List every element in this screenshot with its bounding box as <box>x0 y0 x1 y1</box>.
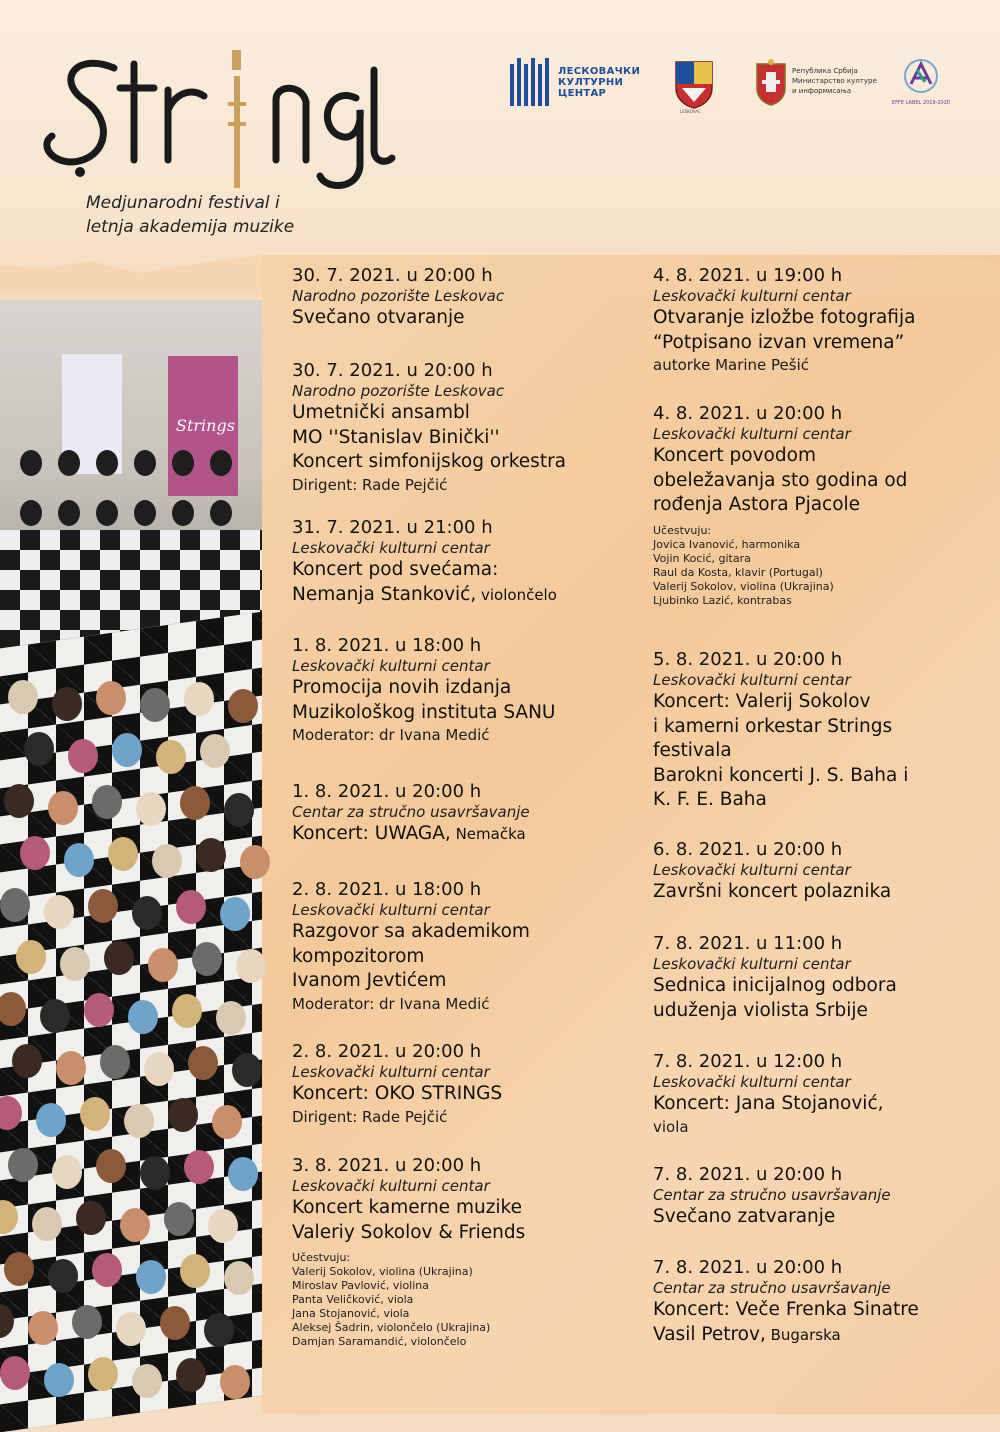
audience-member <box>48 791 78 825</box>
event-date: 2. 8. 2021. u 20:00 h <box>292 1041 482 1062</box>
participant: Panta Veličković, viola <box>292 1293 414 1306</box>
event-title-main: Nemanja Stanković, <box>292 583 477 605</box>
participant: Miroslav Pavlović, violina <box>292 1279 429 1292</box>
audience-member <box>228 1157 258 1191</box>
audience-member <box>208 1209 238 1243</box>
participant: Aleksej Šadrin, violončelo (Ukrajina) <box>292 1321 491 1334</box>
audience-member <box>224 1261 254 1295</box>
event-title-line: Koncert: Valerij Sokolov <box>653 691 871 712</box>
event-venue: Centar za stručno usavršavanje <box>292 803 530 821</box>
audience-member <box>212 1105 242 1139</box>
lkc-line-2: КУЛТУРНИ <box>558 77 624 88</box>
orchestra-member <box>210 450 232 476</box>
event-item <box>292 879 530 1014</box>
audience-member <box>176 890 206 924</box>
audience-member <box>104 941 134 975</box>
subtitle-line-2: letnja akademija muzike <box>86 217 295 237</box>
event-title-line <box>653 1323 919 1348</box>
event-title-line: Koncert pod svećama: <box>292 559 499 580</box>
event-title-line <box>292 583 557 608</box>
serbia-coat-of-arms <box>754 58 788 106</box>
festival-subtitle <box>86 191 346 239</box>
event-title-extra: Nemačka <box>450 825 526 843</box>
event-venue: Narodno pozorište Leskovac <box>292 382 505 400</box>
participant: Vojin Kocić, gitara <box>653 551 751 565</box>
event-title-line: Koncert: OKO STRINGS <box>292 1083 503 1104</box>
audience-member <box>156 740 186 774</box>
audience-member <box>36 1103 66 1137</box>
event-venue: Narodno pozorište Leskovac <box>292 287 505 305</box>
orchestra-member <box>210 500 232 526</box>
event-date: 2. 8. 2021. u 18:00 h <box>292 879 482 900</box>
event-title-line: Koncert povodom <box>653 445 816 466</box>
orchestra-member <box>96 450 118 476</box>
audience-member <box>220 1365 250 1399</box>
event-note: Dirigent: Rade Pejčić <box>292 475 448 494</box>
event-title-extra: Bugarska <box>765 1325 841 1344</box>
lkc-line-3: ЦЕНТАР <box>558 88 607 99</box>
effe-label-logo <box>891 56 951 112</box>
audience-member <box>8 1148 38 1182</box>
event-title-line: Valeriy Sokolov & Friends <box>292 1221 526 1243</box>
audience-member <box>192 942 222 976</box>
audience-member <box>132 896 162 930</box>
event-date: 1. 8. 2021. u 20:00 h <box>292 781 482 802</box>
participants-label: Učestvuju: <box>292 1251 351 1264</box>
event-date: 5. 8. 2021. u 20:00 h <box>653 649 843 670</box>
event-title-main: Vasil Petrov, <box>653 1323 766 1345</box>
event-venue: Leskovački kulturni centar <box>292 539 490 557</box>
event-venue: Leskovački kulturni centar <box>653 861 851 879</box>
event-title-line: Koncert: Veče Frenka Sinatre <box>653 1299 919 1320</box>
event-item <box>653 649 908 813</box>
ministry-text <box>792 66 892 96</box>
audience-member <box>224 793 254 827</box>
audience-member <box>136 1260 166 1294</box>
audience-member <box>172 994 202 1028</box>
audience-member <box>204 1313 234 1347</box>
concert-photo <box>0 300 262 1414</box>
event-title-line: festivala <box>653 740 732 761</box>
audience-member <box>136 792 166 826</box>
audience-member <box>8 680 38 714</box>
event-venue: Centar za stručno usavršavanje <box>653 1186 891 1204</box>
event-title-line: Umetnički ansambl <box>292 402 470 423</box>
audience-member <box>96 681 126 715</box>
audience-member <box>160 1306 190 1340</box>
audience-member <box>132 1364 162 1398</box>
audience-member <box>164 1202 194 1236</box>
event-title-line: obeležavanja sto godina od <box>653 469 908 491</box>
audience-member <box>200 734 230 768</box>
audience-member <box>84 993 114 1027</box>
audience-member <box>188 1046 218 1080</box>
event-title-line: Promocija novih izdanja <box>292 677 512 698</box>
orchestra-member <box>172 450 194 476</box>
audience-member <box>100 1045 130 1079</box>
event-date: 1. 8. 2021. u 18:00 h <box>292 635 482 656</box>
audience-member <box>220 897 250 931</box>
audience-member <box>24 732 54 766</box>
event-venue: Leskovački kulturni centar <box>653 955 851 973</box>
participant: Jovica Ivanović, harmonika <box>653 537 801 551</box>
event-title-line: K. F. E. Baha <box>653 789 767 810</box>
audience-member <box>148 948 178 982</box>
audience-member <box>124 1104 154 1138</box>
audience-member <box>228 689 258 723</box>
audience-member <box>12 1044 42 1078</box>
audience-member <box>140 688 170 722</box>
audience-member <box>216 1001 246 1035</box>
audience-member <box>88 1357 118 1391</box>
event-title-line: Svečano zatvaranje <box>653 1206 836 1227</box>
event-date: 3. 8. 2021. u 20:00 h <box>292 1155 482 1176</box>
event-item <box>653 403 907 608</box>
event-title-line: Koncert: Jana Stojanović, <box>653 1093 884 1114</box>
audience-member <box>116 1312 146 1346</box>
participant: Raul da Kosta, klavir (Portugal) <box>653 565 823 579</box>
lkc-logo-text <box>558 66 646 99</box>
audience-member <box>72 1305 102 1339</box>
event-item <box>653 933 897 1023</box>
event-title-line: Otvaranje izložbe fotografija <box>653 307 916 328</box>
audience-member <box>140 1156 170 1190</box>
event-date: 4. 8. 2021. u 19:00 h <box>653 265 843 286</box>
lkc-line-1: ЛЕСКОВАЧКИ <box>558 66 641 77</box>
orchestra-member <box>172 500 194 526</box>
event-venue: Leskovački kulturni centar <box>292 657 490 675</box>
event-title-line: Koncert simfonijskog orkestra <box>292 451 567 472</box>
event-date: 31. 7. 2021. u 21:00 h <box>292 517 493 538</box>
audience-member <box>120 1208 150 1242</box>
event-title-line: i kamerni orkestar Strings <box>653 715 893 737</box>
audience-member <box>80 1097 110 1131</box>
event-title-line: MO ''Stanislav Binički'' <box>292 426 500 448</box>
event-note: viola <box>653 1117 689 1136</box>
event-item <box>653 839 891 905</box>
city-label: LESKOVAC <box>680 109 701 114</box>
event-title-main: Koncert: UWAGA, <box>292 823 451 844</box>
audience-member <box>236 949 266 983</box>
event-title-line: uduženja violista Srbije <box>653 999 868 1021</box>
ministry-line-2: Министарство културе <box>792 77 877 85</box>
event-title-line: Završni koncert polaznika <box>653 881 892 902</box>
event-title-line: Sednica inicijalnog odbora <box>653 975 897 996</box>
audience-member <box>232 1053 262 1087</box>
orchestra-member <box>58 450 80 476</box>
event-item <box>292 781 530 847</box>
audience-member <box>128 1000 158 1034</box>
event-date: 30. 7. 2021. u 20:00 h <box>292 360 493 381</box>
event-note: Moderator: dr Ivana Medić <box>292 994 490 1013</box>
audience-member <box>108 837 138 871</box>
participant: Valerij Sokolov, violina (Ukrajina) <box>653 579 834 593</box>
event-item <box>292 360 566 495</box>
event-venue: Leskovački kulturni centar <box>653 1073 851 1091</box>
audience-member <box>48 1259 78 1293</box>
audience-member <box>16 940 46 974</box>
audience-member <box>196 838 226 872</box>
audience-member <box>44 1363 74 1397</box>
leskovac-coat-of-arms <box>672 58 716 110</box>
event-item <box>653 265 915 375</box>
participant: Damjan Saramandić, violončelo <box>292 1335 467 1348</box>
strings-logo <box>36 40 396 190</box>
event-date: 7. 8. 2021. u 11:00 h <box>653 933 843 954</box>
ministry-line-1: Република Србија <box>792 67 858 75</box>
event-title-line: Ivanom Jevtićem <box>292 970 447 991</box>
audience-member <box>4 1252 34 1286</box>
event-title-line: rođenja Astora Pjacole <box>653 494 861 515</box>
event-date: 6. 8. 2021. u 20:00 h <box>653 839 843 860</box>
event-date: 4. 8. 2021. u 20:00 h <box>653 403 843 424</box>
orchestra-member <box>96 500 118 526</box>
audience-member <box>96 1149 126 1183</box>
event-date: 30. 7. 2021. u 20:00 h <box>292 265 493 286</box>
event-title-line: “Potpisano izvan vremena” <box>653 331 905 353</box>
orchestra-member <box>58 500 80 526</box>
event-date: 7. 8. 2021. u 20:00 h <box>653 1164 843 1185</box>
audience-member <box>184 682 214 716</box>
audience-member <box>112 733 142 767</box>
audience-member <box>4 784 34 818</box>
event-title-extra: violončelo <box>476 585 557 604</box>
audience-member <box>52 1155 82 1189</box>
event-title-line: Koncert kamerne muzike <box>292 1197 522 1218</box>
banner-text: Strings <box>176 416 235 435</box>
audience-member <box>180 786 210 820</box>
event-item <box>292 635 555 745</box>
effe-label-text: EFFE LABEL 2019-2020 <box>891 100 951 106</box>
subtitle-line-1: Medjunarodni festival i <box>86 193 280 213</box>
audience-member <box>68 739 98 773</box>
event-note: autorke Marine Pešić <box>653 356 810 374</box>
orchestra-member <box>20 500 42 526</box>
event-title-line: Svečano otvaranje <box>292 307 465 328</box>
event-item <box>292 517 557 607</box>
event-title-line: kompozitorom <box>292 945 425 967</box>
audience-member <box>184 1150 214 1184</box>
event-venue: Leskovački kulturni centar <box>292 1063 490 1081</box>
audience-member <box>32 1207 62 1241</box>
audience-member <box>60 947 90 981</box>
event-venue: Leskovački kulturni centar <box>653 425 851 443</box>
ministry-line-3: и информисања <box>792 87 852 95</box>
audience-member <box>76 1201 106 1235</box>
audience-member <box>144 1052 174 1086</box>
event-venue: Centar za stručno usavršavanje <box>653 1279 891 1297</box>
event-title-line: Muzikološkog instituta SANU <box>292 701 556 723</box>
orchestra-member <box>20 450 42 476</box>
audience-member <box>20 836 50 870</box>
orchestra-member <box>134 500 156 526</box>
audience-member <box>240 845 270 879</box>
audience-member <box>180 1254 210 1288</box>
event-title-line: Razgovor sa akademikom <box>292 921 530 942</box>
audience-member <box>152 844 182 878</box>
event-title-line: Barokni koncerti J. S. Baha i <box>653 764 909 786</box>
audience-member <box>88 889 118 923</box>
event-date: 7. 8. 2021. u 20:00 h <box>653 1257 843 1278</box>
event-item <box>653 1164 891 1230</box>
orchestra-member <box>134 450 156 476</box>
lkc-logo-icon <box>508 56 554 108</box>
event-item <box>292 265 504 331</box>
participants-label: Učestvuju: <box>653 523 712 537</box>
audience-member <box>64 843 94 877</box>
event-venue: Leskovački kulturni centar <box>653 671 851 689</box>
event-venue: Leskovački kulturni centar <box>653 287 851 305</box>
audience-member <box>56 1051 86 1085</box>
participant: Ljubinko Lazić, kontrabas <box>653 593 792 607</box>
audience-member <box>28 1311 58 1345</box>
audience-member <box>0 1356 30 1390</box>
event-venue: Leskovački kulturni centar <box>292 901 490 919</box>
participant: Jana Stojanović, viola <box>292 1307 410 1320</box>
audience-member <box>0 888 30 922</box>
event-item <box>653 1051 884 1137</box>
event-note: Moderator: dr Ivana Medić <box>292 726 490 744</box>
event-item <box>653 1257 919 1347</box>
event-item <box>292 1155 525 1349</box>
audience-member <box>168 1098 198 1132</box>
audience-member <box>44 895 74 929</box>
event-venue: Leskovački kulturni centar <box>292 1177 490 1195</box>
event-item <box>292 1041 502 1127</box>
audience-member <box>52 687 82 721</box>
event-title-line <box>292 822 530 847</box>
participant: Valerij Sokolov, violina (Ukrajina) <box>292 1265 473 1278</box>
audience-member <box>92 1253 122 1287</box>
audience-member <box>92 785 122 819</box>
event-note: Dirigent: Rade Pejčić <box>292 1107 448 1126</box>
audience-member <box>176 1358 206 1392</box>
audience-member <box>40 999 70 1033</box>
event-date: 7. 8. 2021. u 12:00 h <box>653 1051 843 1072</box>
